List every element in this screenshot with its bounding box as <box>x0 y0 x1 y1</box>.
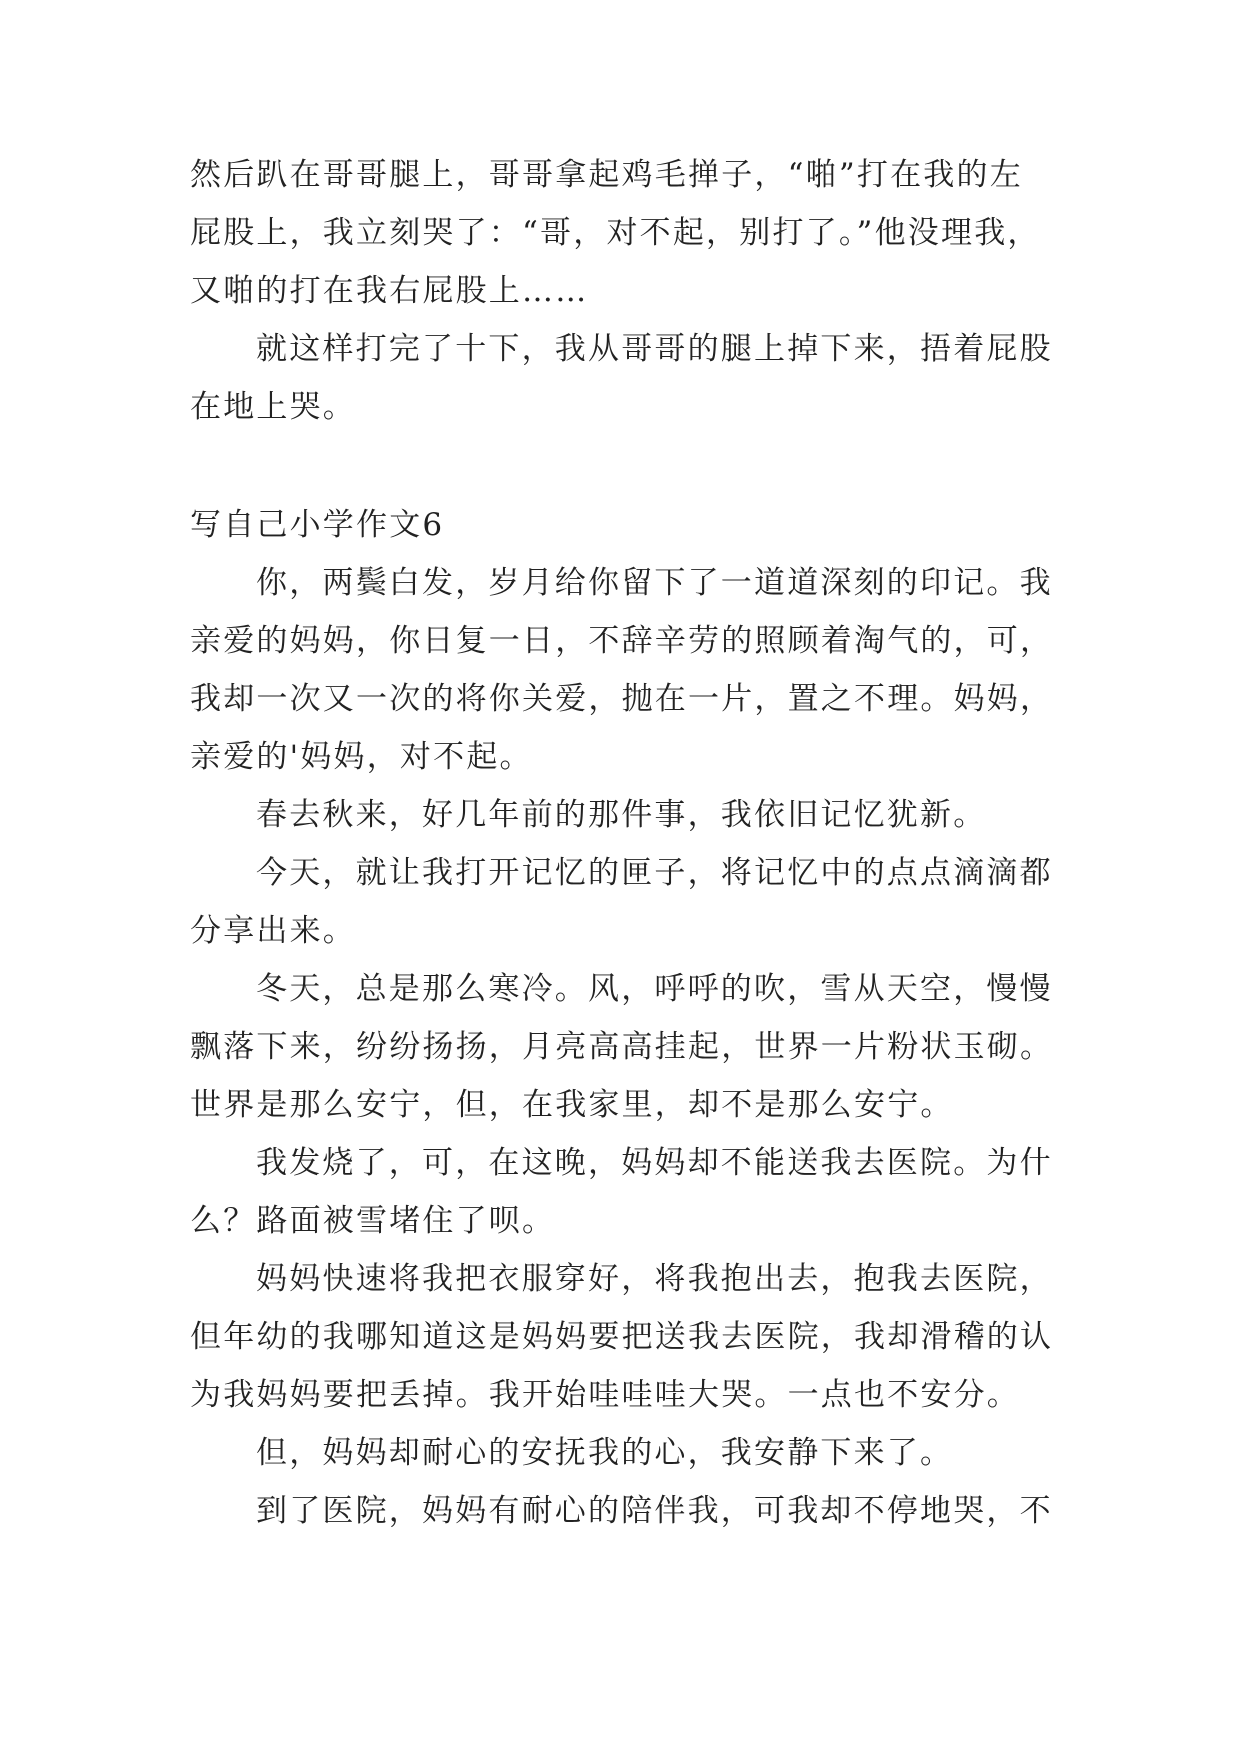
text-line: 屁股上，我立刻哭了：“哥，对不起，别打了。”他没理我， <box>190 215 1041 251</box>
text-line: 春去秋来，好几年前的那件事，我依旧记忆犹新。 <box>256 797 987 833</box>
text-line: 我却一次又一次的将你关爱，抛在一片，置之不理。妈妈， <box>190 681 1054 717</box>
text-line: 分享出来。 <box>190 913 356 949</box>
text-line: 然后趴在哥哥腿上，哥哥拿起鸡毛掸子，“啪”打在我的左 <box>190 157 1023 193</box>
text-line: 亲爱的'妈妈，对不起。 <box>190 739 533 775</box>
text-line: 飘落下来，纷纷扬扬，月亮高高挂起，世界一片粉状玉砌。 <box>190 1029 1054 1065</box>
text-line: 你，两鬓白发，岁月给你留下了一道道深刻的印记。我 <box>256 565 1053 601</box>
text-line: 在地上哭。 <box>190 389 356 425</box>
section-heading: 写自己小学作文6 <box>190 507 445 543</box>
text-line: 亲爱的妈妈，你日复一日，不辞辛劳的照顾着淘气的，可， <box>190 623 1054 659</box>
text-line: 到了医院，妈妈有耐心的陪伴我，可我却不停地哭，不 <box>256 1493 1053 1529</box>
text-line: 么？路面被雪堵住了呗。 <box>190 1203 556 1239</box>
text-line: 妈妈快速将我把衣服穿好，将我抱出去，抱我去医院， <box>256 1261 1053 1297</box>
text-line: 又啪的打在我右屁股上…… <box>190 273 589 309</box>
text-line: 但年幼的我哪知道这是妈妈要把送我去医院，我却滑稽的认 <box>190 1319 1054 1355</box>
text-line: 我发烧了，可，在这晚，妈妈却不能送我去医院。为什 <box>256 1145 1053 1181</box>
text-line: 但，妈妈却耐心的安抚我的心，我安静下来了。 <box>256 1435 954 1471</box>
text-line: 就这样打完了十下，我从哥哥的腿上掉下来，捂着屁股 <box>256 331 1053 367</box>
text-line: 冬天，总是那么寒冷。风，呼呼的吹，雪从天空，慢慢 <box>256 971 1053 1007</box>
text-line: 为我妈妈要把丢掉。我开始哇哇哇大哭。一点也不安分。 <box>190 1377 1020 1413</box>
text-line: 今天，就让我打开记忆的匣子，将记忆中的点点滴滴都 <box>256 855 1053 891</box>
text-line: 世界是那么安宁，但，在我家里，却不是那么安宁。 <box>190 1087 954 1123</box>
